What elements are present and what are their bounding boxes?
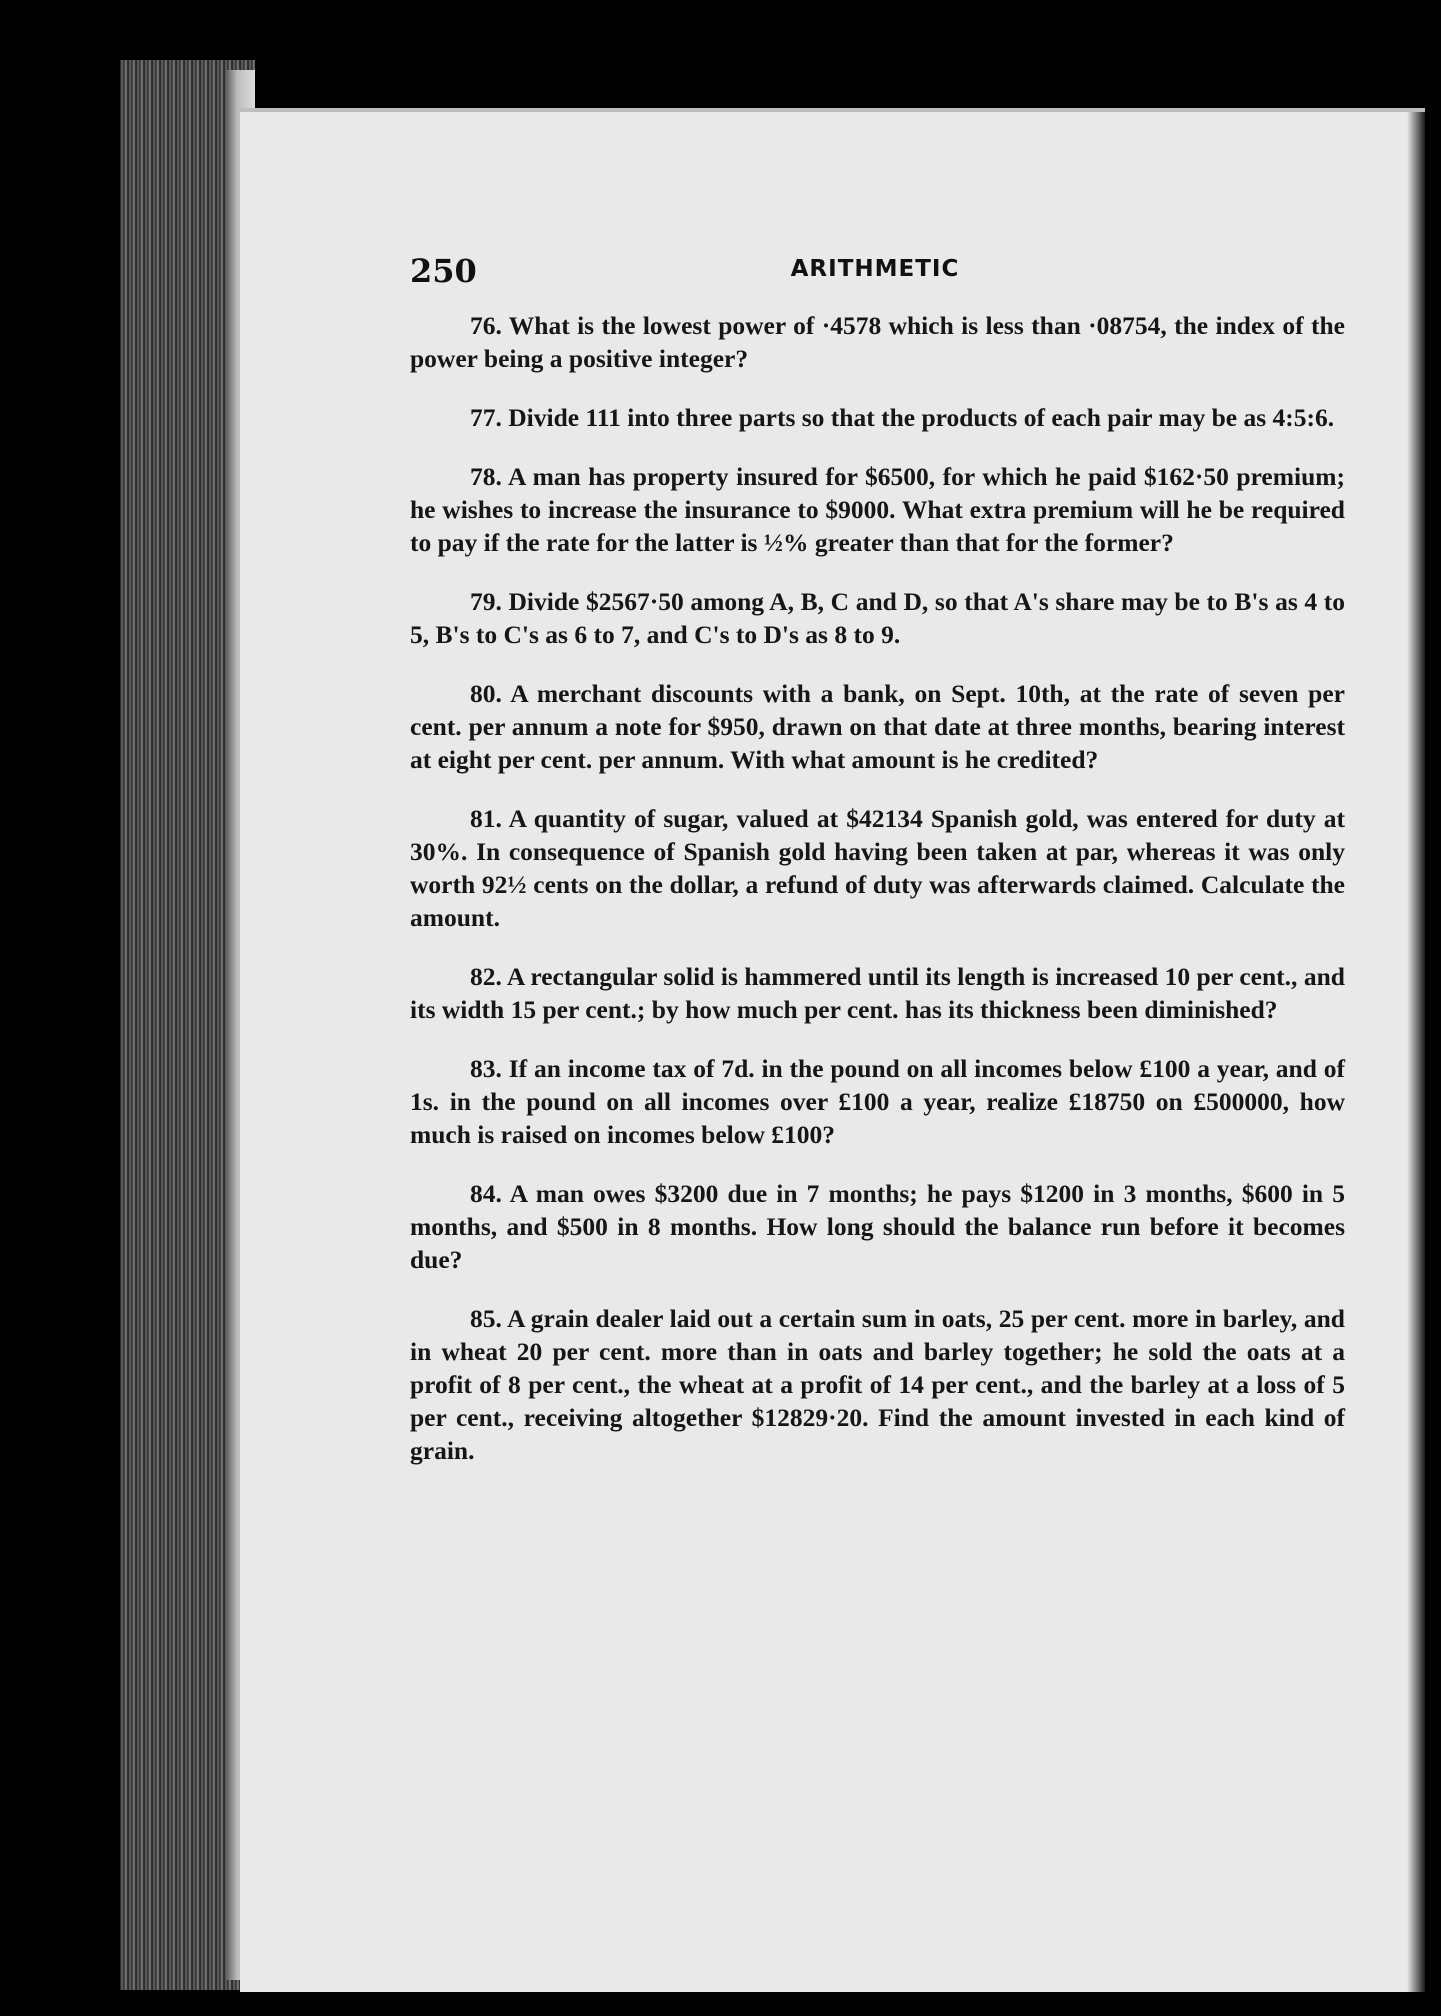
page-number: 250 [410, 252, 477, 290]
problem-78: 78. A man has property insured for $6500, for which he paid $162·50 premium; he wishes to increase the insurance to $9000. What extra premium will he be required to pay if the rate for the latter is ½% greater than that for the former? [410, 462, 1345, 557]
problem-list [410, 309, 1345, 1493]
page-header [410, 252, 1340, 292]
problem-79: 79. Divide $2567·50 among A, B, C and D, so that A's share may be to B's as 4 to 5, B's to C's as 6 to 7, and C's to D's as 8 to 9. [410, 587, 1345, 649]
problem-81: 81. A quantity of sugar, valued at $42134 Spanish gold, was entered for duty at 30%. In consequence of Spanish gold having been taken at par, whereas it was only worth 92½ cents on the dollar, a refund of duty was afterwards claimed. Calculate the amount. [410, 804, 1345, 932]
problem-76: 76. What is the lowest power of ·4578 which is less than ·08754, the index of the power being a positive integer? [410, 311, 1345, 373]
page-gutter-shadow [1407, 112, 1425, 1992]
running-head: ARITHMETIC [790, 256, 960, 282]
problem-85: 85. A grain dealer laid out a certain sum in oats, 25 per cent. more in barley, and in wheat 20 per cent. more than in oats and barley together; he sold the oats at a profit of 8 per cent., the wheat at a profit of 14 per cent., and the barley at a loss of 5 per cent., receiving altogether $12829·20. Find the amount invested in each kind of grain. [410, 1304, 1345, 1465]
problem-82: 82. A rectangular solid is hammered until its length is increased 10 per cent., and its width 15 per cent.; by how much per cent. has its thickness been diminished? [410, 962, 1345, 1024]
problem-77: 77. Divide 111 into three parts so that the products of each pair may be as 4:5:6. [470, 403, 1335, 432]
problem-83: 83. If an income tax of 7d. in the pound on all incomes below £100 a year, and of 1s. in the pound on all incomes over £100 a year, realize £18750 on £500000, how much is raised on incomes below £100? [410, 1054, 1345, 1149]
book-page [240, 108, 1425, 1992]
problem-80: 80. A merchant discounts with a bank, on Sept. 10th, at the rate of seven per cent. per annum a note for $950, drawn on that date at three months, bearing interest at eight per cent. per annum. With what amount is he credited? [410, 679, 1345, 774]
problem-84: 84. A man owes $3200 due in 7 months; he pays $1200 in 3 months, $600 in 5 months, and $500 in 8 months. How long should the balance run before it becomes due? [410, 1179, 1345, 1274]
